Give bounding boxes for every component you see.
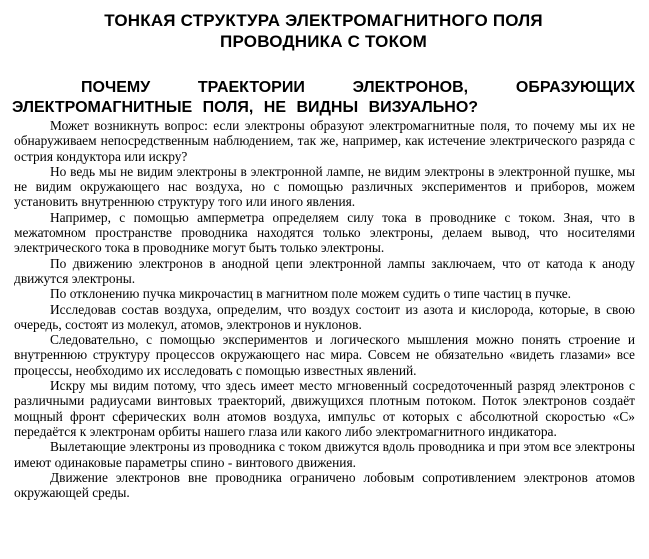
paragraph: Может возникнуть вопрос: если электроны образуют электромагнитные поля, то почему мы их не обнаруживаем непосредственным наблюдением, так же, например, как истечение электрического разряда с острия кондуктора или искру? <box>14 118 635 164</box>
paragraph: Следовательно, с помощью экспериментов и логического мышления можно понять строение и внутреннюю структуру процессов окружающего нас мира. Совсем не обязательно «видеть глазами» все процессы, необходимо их исследовать с помощью известных явлений. <box>14 332 635 378</box>
heading-word: ТРАЕКТОРИИ <box>197 79 305 96</box>
body-text <box>12 118 635 500</box>
section-heading-line-2: ЭЛЕКТРОМАГНИТНЫЕ ПОЛЯ, НЕ ВИДНЫ ВИЗУАЛЬНО? <box>12 99 479 116</box>
paragraph: По движению электронов в анодной цепи электронной лампы заключаем, что от катода к аноду движутся электроны. <box>14 255 635 286</box>
paragraph: Исследовав состав воздуха, определим, что воздух состоит из азота и кислорода, которые, в свою очередь, состоят из молекул, атомов, электронов и нуклонов. <box>14 301 635 332</box>
heading-word: ЭЛЕКТРОНОВ, <box>352 79 469 96</box>
document-title <box>12 10 635 52</box>
title-line-1: ТОНКАЯ СТРУКТУРА ЭЛЕКТРОМАГНИТНОГО ПОЛЯ <box>104 11 543 30</box>
paragraph: Движение электронов вне проводника ограничено лобовым сопротивлением электронов атомов окружающей среды. <box>14 469 635 501</box>
section-heading-line-1 <box>12 78 635 98</box>
paragraph: По отклонению пучка микрочастиц в магнитном поле можем судить о типе частиц в пучке. <box>50 286 572 302</box>
paragraph: Вылетающие электроны из проводника с током движутся вдоль проводника и при этом все электроны имеют одинаковые параметры спино - винтового движения. <box>14 439 635 470</box>
heading-word: ПОЧЕМУ <box>81 79 151 96</box>
paragraph: Но ведь мы не видим электроны в электронной лампе, не видим электроны в электронной пушке, мы не видим окружающего нас воздуха, но с помощью различных экспериментов и приборов, можем установить внутреннюю структуру того или иного явления. <box>14 163 635 210</box>
paragraph: Например, с помощью амперметра определяем силу тока в проводнике с током. Зная, что в межатомном пространстве проводника находятся только электроны, делаем вывод, что носителями электрического тока в проводнике могут быть только электроны. <box>14 209 635 256</box>
heading-word: ОБРАЗУЮЩИХ <box>515 79 635 96</box>
section-heading <box>12 78 635 118</box>
paragraph: Искру мы видим потому, что здесь имеет место мгновенный сосредоточенный разряд электронов с различными радиусами винтовых траекторий, движущихся плотным потоком. Поток электронов создаёт мощный фронт сферических волн атомов воздуха, импульс от которых с абсолютной скоростью «С» передаётся к электронам орбиты нашего глаза или какого либо электромагнитного индикатора. <box>14 378 635 439</box>
title-line-2: ПРОВОДНИКА С ТОКОМ <box>220 32 427 51</box>
